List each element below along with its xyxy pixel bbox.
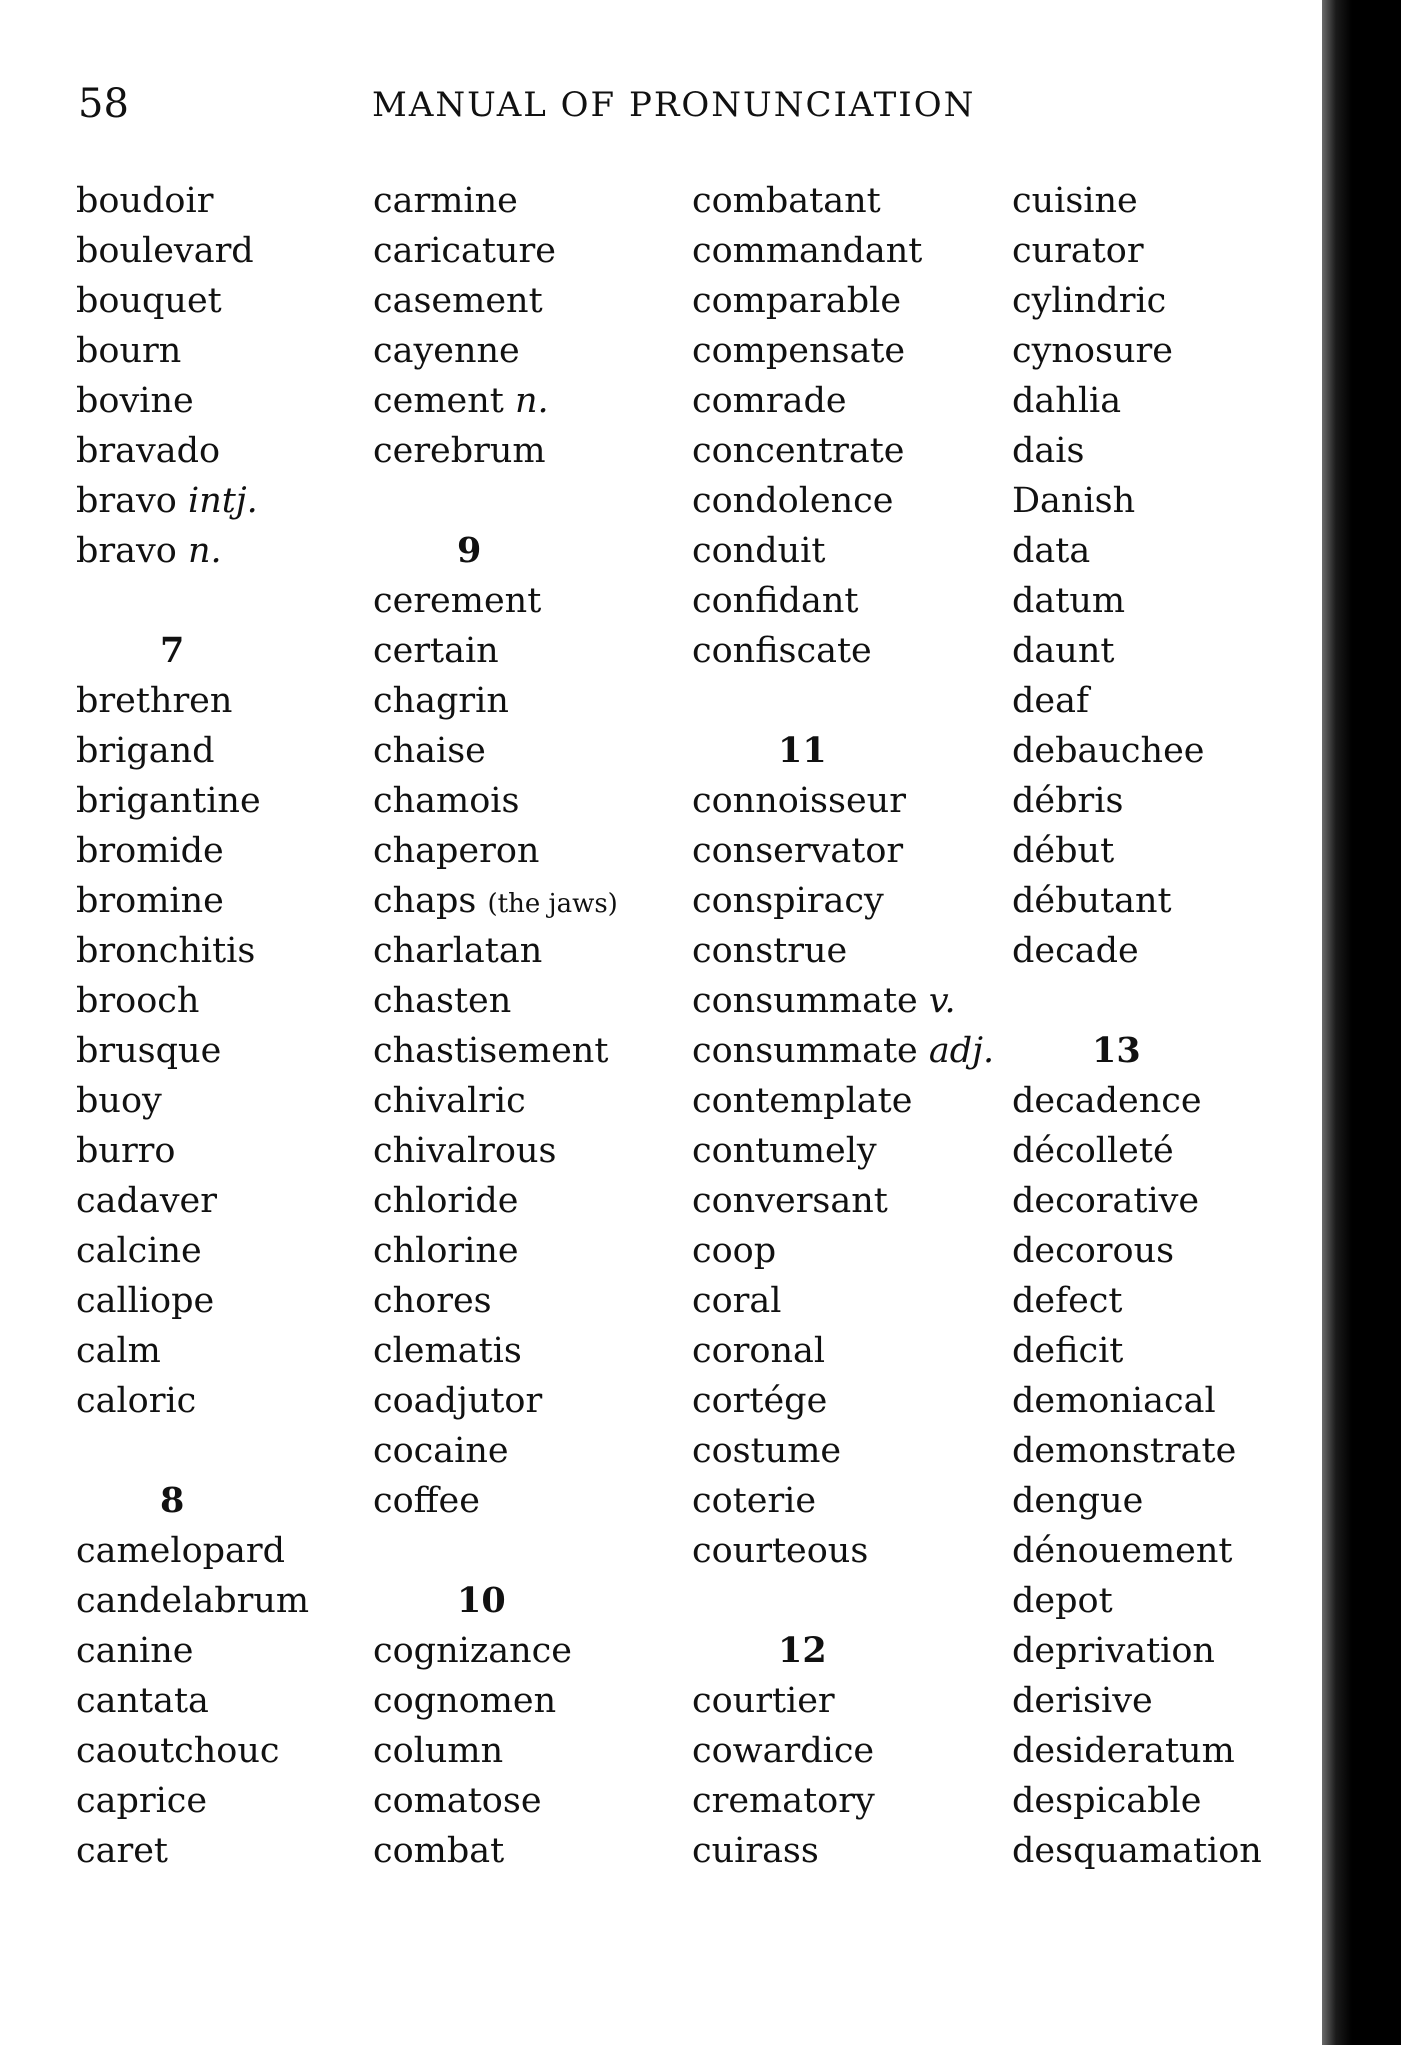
word: conduit [692, 531, 826, 571]
word-entry [692, 326, 994, 376]
word-entry [692, 526, 994, 576]
word-entry [1012, 1126, 1262, 1176]
word: bourn [76, 331, 182, 371]
word: candelabrum [76, 1581, 310, 1621]
word-entry [1012, 1376, 1262, 1426]
word-entry [1012, 1476, 1262, 1526]
part-of-speech: intj. [188, 481, 258, 521]
word: desideratum [1012, 1731, 1235, 1771]
word: chivalrous [373, 1131, 557, 1171]
word-entry [373, 626, 618, 676]
word: decorative [1012, 1181, 1200, 1221]
word-entry [76, 1376, 309, 1426]
word: conservator [692, 831, 904, 871]
word-entry [76, 1326, 309, 1376]
word: decorous [1012, 1231, 1175, 1271]
word-entry [1012, 1626, 1262, 1676]
word: calcine [76, 1231, 202, 1271]
word-entry [1012, 776, 1262, 826]
word: demoniacal [1012, 1381, 1216, 1421]
word: calm [76, 1331, 161, 1371]
word: cocaine [373, 1431, 509, 1471]
word-entry [373, 1026, 618, 1076]
word: consummate [692, 981, 918, 1021]
word: bovine [76, 381, 194, 421]
word-entry [373, 726, 618, 776]
word-entry [76, 1676, 309, 1726]
word: brigantine [76, 781, 261, 821]
word-entry [692, 1276, 994, 1326]
word: courteous [692, 1531, 869, 1571]
word-entry [76, 1826, 309, 1876]
word: confiscate [692, 631, 872, 671]
word: chlorine [373, 1231, 519, 1271]
word: buoy [76, 1081, 162, 1121]
word-entry [692, 226, 994, 276]
word: cuisine [1012, 181, 1138, 221]
word-entry [76, 526, 309, 576]
word: cylindric [1012, 281, 1167, 321]
word: confidant [692, 581, 859, 621]
word-column-4 [1012, 176, 1262, 1876]
part-of-speech: n. [188, 531, 222, 571]
word-entry [692, 1426, 994, 1476]
word: chastisement [373, 1031, 609, 1071]
word-entry [1012, 326, 1262, 376]
word-entry [1012, 1726, 1262, 1776]
word-entry [76, 826, 309, 876]
word: decadence [1012, 1081, 1202, 1121]
word: dengue [1012, 1481, 1144, 1521]
word: début [1012, 831, 1115, 871]
word-entry [692, 926, 994, 976]
word-entry [373, 1726, 618, 1776]
word-entry [76, 1576, 309, 1626]
word-entry [373, 176, 618, 226]
blank-line [373, 1526, 618, 1576]
word-entry [692, 1776, 994, 1826]
word: demonstrate [1012, 1431, 1237, 1471]
word-entry [76, 926, 309, 976]
word-entry [373, 1126, 618, 1176]
word: brusque [76, 1031, 222, 1071]
word: connoisseur [692, 781, 906, 821]
word-entry [1012, 176, 1262, 226]
word-entry [1012, 1176, 1262, 1226]
word: bravo [76, 531, 177, 571]
word-entry [692, 1326, 994, 1376]
word: bronchitis [76, 931, 256, 971]
word-entry [76, 326, 309, 376]
word: chagrin [373, 681, 509, 721]
word: cement [373, 381, 504, 421]
word-entry [1012, 1776, 1262, 1826]
word-entry [692, 1076, 994, 1126]
word-entry [692, 1726, 994, 1776]
word: casement [373, 281, 543, 321]
word: coop [692, 1231, 777, 1271]
word: cerebrum [373, 431, 546, 471]
word: daunt [1012, 631, 1115, 671]
word: chasten [373, 981, 512, 1021]
word-entry [373, 1626, 618, 1676]
word-entry [1012, 526, 1262, 576]
word: bouquet [76, 281, 222, 321]
word-entry [373, 226, 618, 276]
word: camelopard [76, 1531, 286, 1571]
word-entry [373, 1376, 618, 1426]
word-entry [692, 876, 994, 926]
word-entry [692, 1026, 994, 1076]
word-entry [692, 476, 994, 526]
word: combatant [692, 181, 881, 221]
word: canine [76, 1631, 194, 1671]
word-entry [373, 1326, 618, 1376]
word-entry [76, 1026, 309, 1076]
section-number: 12 [778, 1630, 827, 1671]
word-column-2 [373, 176, 618, 1876]
word-column-1 [76, 176, 309, 1876]
word-entry [1012, 1276, 1262, 1326]
word-entry [692, 1826, 994, 1876]
word-entry [373, 1676, 618, 1726]
word: combat [373, 1831, 505, 1871]
word-column-3 [692, 176, 994, 1876]
word: crematory [692, 1781, 875, 1821]
word: compensate [692, 331, 906, 371]
word: carmine [373, 181, 518, 221]
word: caloric [76, 1381, 197, 1421]
word-entry [692, 1676, 994, 1726]
word: calliope [76, 1281, 215, 1321]
word-entry [76, 976, 309, 1026]
word-entry [76, 776, 309, 826]
word-entry [1012, 1076, 1262, 1126]
word: despicable [1012, 1781, 1202, 1821]
word: brooch [76, 981, 200, 1021]
word: débutant [1012, 881, 1172, 921]
word-entry [76, 876, 309, 926]
section-number: 10 [457, 1580, 506, 1621]
word: comparable [692, 281, 902, 321]
word: cadaver [76, 1181, 217, 1221]
word-entry [373, 1076, 618, 1126]
word: coadjutor [373, 1381, 543, 1421]
word: column [373, 1731, 504, 1771]
word: chaise [373, 731, 486, 771]
word-entry [692, 1126, 994, 1176]
part-of-speech: n. [514, 381, 549, 421]
word: construe [692, 931, 848, 971]
word: caricature [373, 231, 556, 271]
word-entry [76, 426, 309, 476]
word-entry [692, 1226, 994, 1276]
word: dais [1012, 431, 1085, 471]
word: comrade [692, 381, 847, 421]
word: derisive [1012, 1681, 1153, 1721]
word-entry [1012, 376, 1262, 426]
word-entry [76, 1176, 309, 1226]
word: chores [373, 1281, 492, 1321]
word-entry [76, 476, 309, 526]
word-entry [692, 976, 994, 1026]
word-entry [373, 326, 618, 376]
blank-line [373, 476, 618, 526]
word: boulevard [76, 231, 254, 271]
word-entry [76, 1726, 309, 1776]
word: coffee [373, 1481, 480, 1521]
word-entry [76, 726, 309, 776]
word-entry [76, 676, 309, 726]
usage-note: (the jaws) [487, 889, 618, 919]
word-entry [76, 1526, 309, 1576]
word-entry [373, 576, 618, 626]
word: brethren [76, 681, 233, 721]
word: deaf [1012, 681, 1089, 721]
word: chaps [373, 881, 477, 921]
word: débris [1012, 781, 1124, 821]
word: certain [373, 631, 499, 671]
word: clematis [373, 1331, 522, 1371]
word-entry [1012, 1326, 1262, 1376]
word: decade [1012, 931, 1139, 971]
word-entry [1012, 826, 1262, 876]
word-entry [1012, 676, 1262, 726]
word-entry [692, 826, 994, 876]
word: cortége [692, 1381, 828, 1421]
word: deprivation [1012, 1631, 1215, 1671]
word-entry [1012, 1676, 1262, 1726]
word: chaperon [373, 831, 540, 871]
word-entry [1012, 926, 1262, 976]
word-entry [1012, 1576, 1262, 1626]
word: condolence [692, 481, 894, 521]
word: defect [1012, 1281, 1123, 1321]
word-entry [692, 376, 994, 426]
section-number: 8 [160, 1480, 185, 1521]
section-number: 7 [160, 630, 185, 671]
word: caret [76, 1831, 168, 1871]
part-of-speech: adj. [928, 1031, 995, 1071]
word-entry [1012, 476, 1262, 526]
word-entry [1012, 1426, 1262, 1476]
word-entry [1012, 576, 1262, 626]
word: costume [692, 1431, 842, 1471]
word: cowardice [692, 1731, 875, 1771]
word-entry [692, 1476, 994, 1526]
word-entry [1012, 1526, 1262, 1576]
word: courtier [692, 1681, 835, 1721]
section-number: 11 [778, 730, 827, 771]
word: deficit [1012, 1331, 1124, 1371]
word-entry [692, 1526, 994, 1576]
word-entry [1012, 626, 1262, 676]
blank-line [692, 676, 994, 726]
word: Danish [1012, 481, 1136, 521]
word: coronal [692, 1331, 826, 1371]
word: contumely [692, 1131, 877, 1171]
word-entry [373, 1176, 618, 1226]
word-entry [1012, 276, 1262, 326]
word: chloride [373, 1181, 519, 1221]
word: chamois [373, 781, 520, 821]
blank-line [76, 576, 309, 626]
word: coral [692, 1281, 782, 1321]
page-number: 58 [78, 81, 129, 127]
word: desquamation [1012, 1831, 1262, 1871]
section-number: 9 [457, 530, 482, 571]
word: boudoir [76, 181, 214, 221]
word: cynosure [1012, 331, 1173, 371]
word: cayenne [373, 331, 520, 371]
word-entry [692, 626, 994, 676]
word: cuirass [692, 1831, 819, 1871]
word: cognizance [373, 1631, 572, 1671]
word-entry [692, 276, 994, 326]
word-entry [1012, 226, 1262, 276]
word-entry [373, 376, 618, 426]
word-entry [692, 576, 994, 626]
word: conversant [692, 1181, 888, 1221]
word-entry [76, 176, 309, 226]
word-entry [76, 276, 309, 326]
word-entry [373, 276, 618, 326]
blank-line [692, 1576, 994, 1626]
word: burro [76, 1131, 176, 1171]
word-entry [692, 776, 994, 826]
word-entry [373, 1776, 618, 1826]
word-entry [373, 676, 618, 726]
word: commandant [692, 231, 923, 271]
word: caoutchouc [76, 1731, 280, 1771]
word: conspiracy [692, 881, 884, 921]
word-entry [76, 1276, 309, 1326]
word-entry [76, 376, 309, 426]
section-number: 13 [1092, 1030, 1141, 1071]
word: comatose [373, 1781, 542, 1821]
word-entry [373, 1276, 618, 1326]
word: cognomen [373, 1681, 557, 1721]
word-entry [76, 1776, 309, 1826]
word: bravado [76, 431, 221, 471]
blank-line [76, 1426, 309, 1476]
word: datum [1012, 581, 1126, 621]
blank-line [1012, 976, 1262, 1026]
word: dénouement [1012, 1531, 1233, 1571]
word: bromine [76, 881, 224, 921]
word-entry [373, 426, 618, 476]
word-entry [373, 976, 618, 1026]
word: depot [1012, 1581, 1113, 1621]
word: charlatan [373, 931, 543, 971]
word: dahlia [1012, 381, 1122, 421]
word: cerement [373, 581, 542, 621]
word-entry [692, 426, 994, 476]
word-entry [692, 1376, 994, 1426]
word-entry [373, 926, 618, 976]
word-entry [373, 1226, 618, 1276]
word: concentrate [692, 431, 905, 471]
word-entry [373, 1426, 618, 1476]
word-entry [76, 1626, 309, 1676]
word-entry [1012, 1226, 1262, 1276]
word-entry [373, 826, 618, 876]
word-entry [1012, 1826, 1262, 1876]
word-entry [1012, 426, 1262, 476]
word: chivalric [373, 1081, 526, 1121]
part-of-speech: v. [928, 981, 956, 1021]
running-title: MANUAL OF PRONUNCIATION [372, 85, 976, 125]
word: curator [1012, 231, 1144, 271]
word-entry [1012, 876, 1262, 926]
word-entry [692, 176, 994, 226]
page-edge-shadow [1322, 0, 1401, 2045]
word-entry [76, 1076, 309, 1126]
word: cantata [76, 1681, 209, 1721]
word-entry [76, 226, 309, 276]
word-entry [373, 1476, 618, 1526]
word-entry [373, 876, 618, 926]
word-entry [76, 1126, 309, 1176]
word-entry [373, 776, 618, 826]
word-entry [692, 1176, 994, 1226]
word: debauchee [1012, 731, 1205, 771]
word: bromide [76, 831, 224, 871]
word-entry [76, 1226, 309, 1276]
word: consummate [692, 1031, 918, 1071]
word: data [1012, 531, 1091, 571]
word-entry [1012, 726, 1262, 776]
word: brigand [76, 731, 215, 771]
word: caprice [76, 1781, 208, 1821]
word: contemplate [692, 1081, 913, 1121]
word-entry [373, 1826, 618, 1876]
word: décolleté [1012, 1131, 1174, 1171]
word: coterie [692, 1481, 817, 1521]
word: bravo [76, 481, 177, 521]
